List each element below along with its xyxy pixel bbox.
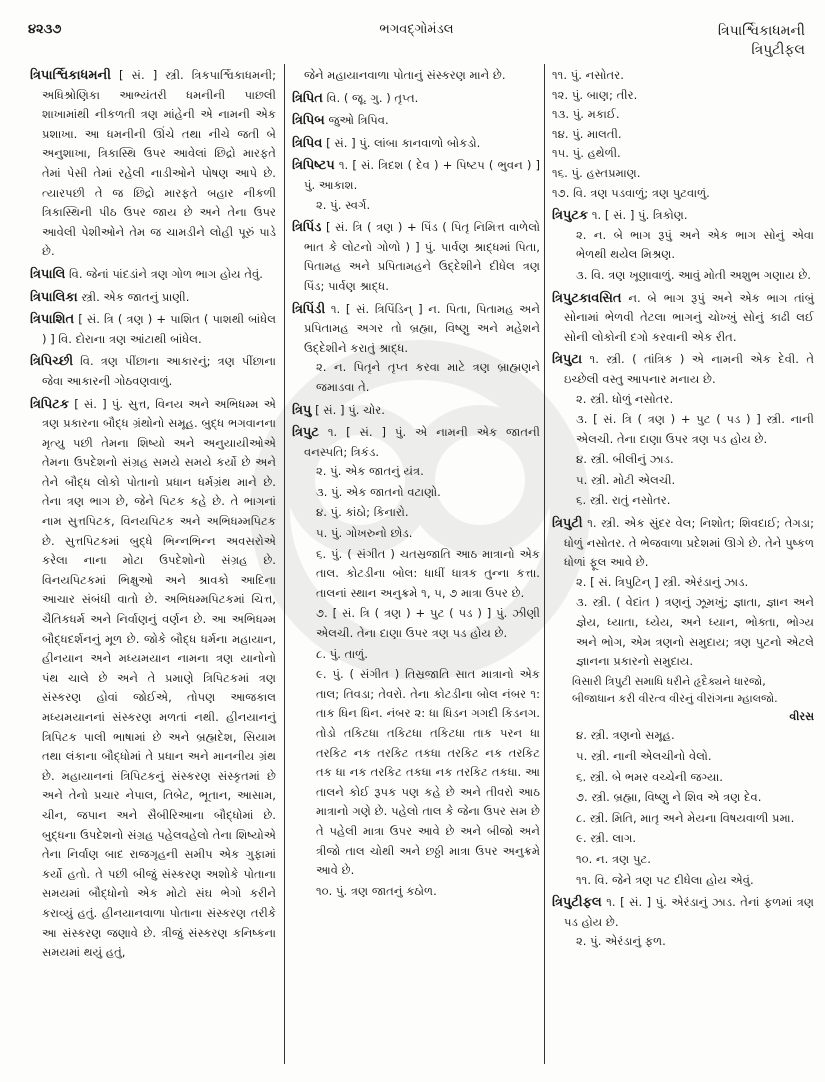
sense: ૨. ન. બે ભાગ રૂપું અને એક ભાગ સોનું એવા ભેળથી થયેલ મિશ્રણ. [576, 227, 814, 262]
sense: ૨. પું. એક જાતનું યંત્ર. [316, 464, 424, 479]
headword: ત્રિપુટક [552, 208, 589, 224]
sense: ૧. [ સં. ત્રિદશ ( દેવ ) + પિષ્ટપ ( ભુવન ) ] પું. આકાશ. [304, 158, 540, 192]
guide-word-last: ત્રિપુટીફલ [751, 42, 805, 58]
sense: ૧૫. પું. હથેળી. [552, 146, 621, 161]
sense: ૩. સ્ત્રી. ( વેદાંત ) ત્રણનું ઝૂમખું; જ્ઞાતા, જ્ઞાન અને જ્ઞેય, ધ્યાતા, ધ્યેય, અને ધ્યાન, ભોક્તા, ભોગ્ય અને ભોગ, એમ ત્રણનો સમુદાય; ત્રણ પુટનો એટલે જ્ઞાનના પ્રકારનો સમુદાય. [576, 595, 814, 669]
headword: ત્રિપુટીફલ [552, 895, 602, 911]
sense: ૨. પું. સ્વર્ગ. [316, 197, 371, 212]
sense: ૧૦. પું. ત્રણ જાતનું કઠોળ. [316, 883, 437, 898]
dictionary-entry [292, 156, 540, 215]
column-3 [552, 66, 814, 955]
quoted-verse-line: બીજાધાન કરી વીરત્વ વીરનું વીરાંગના મ્હાલજો. [572, 691, 778, 705]
dictionary-entry [552, 206, 814, 285]
sense: ૫. સ્ત્રી. મોટી એલચી. [576, 472, 676, 487]
sense: ૨. [ સં. ત્રિપુટિન્ ] સ્ત્રી. એરંડાનું ઝાડ. [576, 574, 749, 589]
dictionary-entry [292, 111, 540, 131]
headword: ત્રિપિષ્ટપ [292, 158, 335, 174]
definition: જુઓ ત્રિપિવ. [328, 113, 389, 128]
dictionary-entry [30, 288, 276, 308]
headword: ત્રિપિટક [30, 396, 70, 412]
sense: ૮. સ્ત્રી. મિતિ, માતૃ અને મેયના વિષયવાળી પ્રમા. [576, 810, 795, 825]
headword: ત્રિપુટા [552, 352, 583, 368]
headword: ત્રિપુટકાવસિત [552, 290, 622, 306]
dictionary-entry [292, 401, 540, 421]
dictionary-entry [292, 89, 540, 109]
dictionary-entry [30, 66, 276, 262]
sense: ૬. સ્ત્રી. બે ભમર વચ્ચેની જગ્યા. [576, 769, 723, 784]
guide-word-first: ત્રિપાર્શ્વિકાધમની [717, 23, 805, 39]
sense: ૮. પું. તાળું. [316, 646, 368, 661]
sense: ૯. પું. ( સંગીત ) તિસ્રજાતિ સાત માત્રાનો એક તાલ; તિવડા; તેવરો. તેના કોટડીના બોલ નંબર ૧: તાક ધિન ધિન. નંબર ૨: ધા ધિડન ગગદી કિડનગ. તોડો તકિટધા તકિટધા તકિટધા તાક પરન ધા તરકિટ નક તરકિટ તકધા તરકિટ નક તરકિટ તક ધા નક તરકિટ તકધા નક તરકિટ તકધા. આ તાલને કોઈ રૂપક પણ કહે છે અને તીવરો આઠ માત્રાનો ગણે છે. પહેલો તાલ કે જેના ઉપર સમ છે તે પહેલી માત્રા ઉપર આવે છે અને બીજો અને ત્રીજો તાલ ચોથી અને છઠ્ઠી માત્રા ઉપર અનુક્રમે આવે છે. [316, 667, 540, 878]
headword: ત્રિપિત [292, 90, 323, 106]
sense: ૩. [ સં. ત્રિ ( ત્રણ ) + પુટ ( પડ ) ] સ્ત્રી. નાની એલચી. તેના દાણા ઉપર ત્રણ પડ હોય છે. [576, 412, 814, 446]
column-1 [30, 66, 276, 966]
sense: ૧. સ્ત્રી. એક સુંદર વેલ; નિશોત; શિવદાઈ; તેગડા; ધોળું નસોતર. તે ભેજવાળા પ્રદેશમાં ઊગે છે. તેને પુષ્કળ ધોળાં ફૂલ આવે છે. [564, 516, 815, 570]
headword: ત્રિપિબ [292, 113, 325, 129]
page-number: ૪૨૩૭ [28, 22, 62, 37]
sense: ૨. ન. પિતૃને તૃપ્ત કરવા માટે ત્રણ બ્રાહ્મણને જમાડવા તે. [316, 360, 540, 394]
definition: [ સં. ] પું. સુત્ત, વિનય અને અભિધમ્મ એ ત્રણ પ્રકારના બૌદ્ધ ગ્રંથોનો સમૂહ. બુદ્ધ ભગવાનના મૃત્યુ પછી તેમના શિષ્યો અને અનુયાયીઓએ તેમના ઉપદેશનો સંગ્રહ સમયે સમયે કર્યો છે અને તેને બૌદ્ધ લોકો પોતાનો પ્રધાન ધર્મગ્રંથ માને છે. તેના ત્રણ ભાગ છે, જેને પિટક કહે છે. તે ભાગનાં નામ સુત્તપિટક, વિનયપિટક અને અભિધમ્મપિટક છે. સુત્તપિટકમાં બુદ્ધે ભિન્નભિન્ન અવસરોએ કરેલા નાના મોટા ઉપદેશોનો સંગ્રહ છે. વિનયપિટકમાં ભિક્ષુઓ અને શ્રાવકો આદિના આચાર સંબંધી વાતો છે. અભિધમ્મપિટકમાં ચિત્ત, ચૈતિકધર્મ અને નિર્વાણનું વર્ણન છે. આ અભિધમ્મ બૌદ્ધદર્શનનું મૂળ છે. જોકે બૌદ્ધ ધર્મના મહાયાન, હીનયાન અને મધ્યમયાન નામના ત્રણ યાનોનો પંથ ચાલે છે અને તે પ્રમાણે ત્રિપિટકમાં ત્રણ સંસ્કરણ હોવાં જોઈએ, તોપણ આજકાલ મધ્યમયાનનાં સંસ્કરણ મળતાં નથી. હીનયાનનું ત્રિપિટક પાલી ભાષામાં છે અને બ્રહ્મદેશ, સિયામ તથા લંકાના બૌદ્ધોમાં તે પ્રધાન અને માનનીય ગ્રંથ છે. મહાયાનનાં ત્રિપિટકનું સંસ્કરણ સંસ્કૃતમાં છે અને તેનો પ્રચાર નેપાલ, તિબેટ, ભૂતાન, આસામ, ચીન, જપાન અને સૈબીરિઆના બૌદ્ધોમાં છે. બુદ્ધના ઉપદેશનો સંગ્રહ પહેલવહેલો તેના શિષ્યોએ તેના નિર્વાણ બાદ રાજગૃહની સમીપ એક ગુફામાં કર્યો હતો. તે પછી બીજું સંસ્કરણ અશોકે પોતાના સમયમાં બૌદ્ધોનો એક મોટો સંઘ ભેગો કરીને કરાવ્યું હતું. હીનયાનવાળા પોતાના સંસ્કરણ તરીકે આ સંસ્કરણ જણાવે છે. ત્રીજું સંસ્કરણ કનિષ્કના સમયમાં થયું હતું, [42, 396, 276, 960]
sense: ૪. સ્ત્રી. બીલીનું ઝાડ. [576, 452, 674, 467]
definition: [ સં. ત્રિ ( ત્રણ ) + પાશિત ( પાશથી બાંધેલ ) ] વિ. દોરાના ત્રણ આંટાથી બાંધેલ. [42, 312, 276, 346]
sense: ૬. પું. ( સંગીત ) ચતસ્રજાતિ આઠ માત્રાનો એક તાલ. કોટડીના બોલ: ધાધીં ધાત્રક તુન્ના કત્તા. તાલનાં સ્થાન અનુક્રમે ૧, ૫, ૭ માત્રા ઉપર છે. [316, 546, 540, 600]
quoted-verse-line: વિસારી ત્રિપુટી સમાધિ ધરીને હૃદૈક્યને ધારજો, [572, 674, 766, 688]
sense: ૧૦. ન. ત્રણ પુટ. [576, 851, 651, 866]
headword: ત્રિપિંડ [292, 220, 322, 236]
continuation-text: જેને મહાયાનવાળા પોતાનું સંસ્કરણ માને છે. [304, 68, 506, 82]
sense: ૪. સ્ત્રી. ત્રણનો સમૂહ. [576, 728, 675, 743]
sense: ૫. પું. ગોખરુનો છોડ. [316, 526, 413, 541]
sense: ૬. સ્ત્રી. રાતું નસોતર. [576, 493, 671, 508]
dictionary-entry [30, 352, 276, 391]
dictionary-entry [292, 134, 540, 154]
sense: ૧૭. વિ. ત્રણ પડવાળું; ત્રણ પુટવાળું. [552, 185, 710, 200]
sense: ૧. [ સં. ] પું. એરંડાનું ઝાડ. તેનાં ફળમાં ત્રણ પડ હોય છે. [564, 895, 815, 929]
dictionary-entry [552, 350, 814, 511]
dictionary-entry [552, 289, 814, 348]
headword: ત્રિપાલિ [30, 266, 66, 282]
column-divider [284, 64, 285, 1064]
sense: ૧. સ્ત્રી. ( તાંત્રિક ) એ નામની એક દેવી. તે ઇચ્છેલી વસ્તુ આપનાર મનાય છે. [564, 352, 815, 386]
sense: ૩. વિ. ત્રણ ખૂણાવાળું. આવું મોતી અશુભ ગણાય છે. [576, 267, 811, 282]
definition: વિ. ( જૂ. ગુ. ) તૃપ્ત. [326, 90, 419, 105]
dictionary-entry [292, 218, 540, 296]
dictionary-entry [30, 395, 276, 963]
sense: ૧૩. પું. મકાઈ. [552, 107, 620, 122]
headword: ત્રિપિવ [292, 135, 323, 151]
definition: ન. બે ભાગ રૂપું અને એક ભાગ તાંબું સોનામાં ભેળવી તેટલા ભાગનું ચોખ્ખું સોનું કાઢી લઈ સોની લોકોની દગો કરવાની એક રીત. [564, 290, 815, 344]
column-divider [544, 64, 545, 1064]
headword: ત્રિપાશિત [30, 312, 75, 328]
headword: ત્રિપાલિકા [30, 289, 78, 305]
definition: [ સં. ] પું. ચોર. [315, 402, 385, 417]
sense: ૧૧. પું. નસોતર. [552, 68, 624, 82]
verse-source: વીરસ [789, 709, 814, 723]
guide-words [718, 22, 805, 60]
definition: [ સં. ત્રિ ( ત્રણ ) + પિંડ ( પિતૃ નિમિત્ત વાળેલો ભાત કે લોટનો ગોળો ) ] પું. પાર્વણ શ્રાદ્ધમાં પિતા, પિતામહ અને પ્રપિતામહને ઉદ્દેશીને દીધેલ ત્રણ પિંડ; પાર્વણ શ્રાદ્ધ. [304, 220, 540, 293]
sense: ૭. [ સં. ત્રિ ( ત્રણ ) + પુટ ( પડ ) ] પું. ઝીણી એલચી. તેના દાણા ઉપર ત્રણ પડ હોય છે. [316, 606, 540, 641]
headword: ત્રિપિચ્છી [30, 354, 74, 370]
page-header [28, 22, 805, 62]
sense: ૭. સ્ત્રી. બ્રહ્મા, વિષ્ણુ ને શિવ એ ત્રણ દેવ. [576, 790, 762, 805]
sense: ૩. પું. એક જાતનો વટાણો. [316, 484, 441, 499]
sense: ૫. સ્ત્રી. નાની એલચીનો વેલો. [576, 749, 712, 763]
headword: ત્રિપિંડી [292, 301, 326, 317]
headword: ત્રિપુટી [552, 516, 583, 532]
sense: ૧૪. પું. માલતી. [552, 126, 622, 141]
sense: ૪. પું. કાંઠો; કિનારો. [316, 505, 409, 520]
sense: ૧૨. પું. બાણ; તીર. [552, 87, 638, 102]
headword: ત્રિપુટ [292, 425, 319, 441]
dictionary-entry [30, 310, 276, 349]
sense: ૧. [ સં. ] પું. એ નામની એક જાતની વનસ્પતિ; ત્રિકંડ. [304, 425, 540, 459]
sense: ૯. સ્ત્રી. લાગ. [576, 831, 637, 846]
sense: ૨. પું. એરંડાનું ફળ. [576, 934, 666, 949]
headword: ત્રિપાર્શ્વિકાધમની [30, 68, 111, 83]
definition: વિ. ત્રણ પીંછાના આકારનું; ત્રણ પીંછાના જેવા આકારની ગોઠવણવાળું. [42, 354, 276, 388]
definition: વિ. જેનાં પાંદડાંને ત્રણ ગોળ ભાગ હોય તેવું. [69, 266, 263, 281]
book-title: ભગવદ્ગોમંડલ [379, 22, 454, 37]
dictionary-entry [552, 514, 814, 890]
sense: ૨. સ્ત્રી. ધોળું નસોતર. [576, 391, 674, 406]
definition: [ સં. ] સ્ત્રી. ત્રિકપાર્શ્વિકાધમની; અધિશ્રોણિકા આભ્યંતરી ધમનીની પાછલી શાખામાંથી નીકળતી ત્રણ માંહેની એ નામની એક પ્રશાખા. આ ધમનીની ઊંચે તથા નીચે જતી બે અનુશાખા, ત્રિકાસ્થિ ઉપર આવેલાં છિદ્રો મારફતે તેમાં પેસી તેમાં રહેલી નાડીઓને પોષણ આપે છે. ત્યારપછી તે જ છિદ્રો મારફતે બહાર નીકળી ત્રિકાસ્થિની પીઠ ઉપર જાય છે અને તેના ઉપર આવેલી પેશીઓને તેમ જ ચામડીને લોહી પૂરું પાડે છે. [42, 68, 276, 259]
dictionary-entry [552, 893, 814, 952]
sense: ૧. [ સં. ત્રિપિંડિન્ ] ન. પિતા, પિતામહ અને પ્રપિતામહ અગર તો બ્રહ્મા, વિષ્ણુ અને મહેશને ઉદ્દેશીને કરાતું શ્રાદ્ધ. [304, 301, 540, 355]
dictionary-entry [292, 300, 540, 398]
definition: [ સં. ] પું. લાંબા કાનવાળો બોકડો. [326, 135, 481, 150]
dictionary-entry [30, 265, 276, 285]
headword: ત્રિપુ [292, 402, 312, 418]
column-2 [292, 66, 540, 904]
definition: સ્ત્રી. એક જાતનું પ્રાણી. [81, 289, 190, 304]
dictionary-entry [292, 423, 540, 901]
sense: ૧૧. વિ. જેને ત્રણ પટ દીધેલા હોય એવું. [576, 872, 754, 887]
sense: ૧. [ સં. ] પું. ત્રિકોણ. [591, 208, 688, 223]
sense: ૧૬. પું. હસ્તપ્રમાણ. [552, 165, 641, 180]
